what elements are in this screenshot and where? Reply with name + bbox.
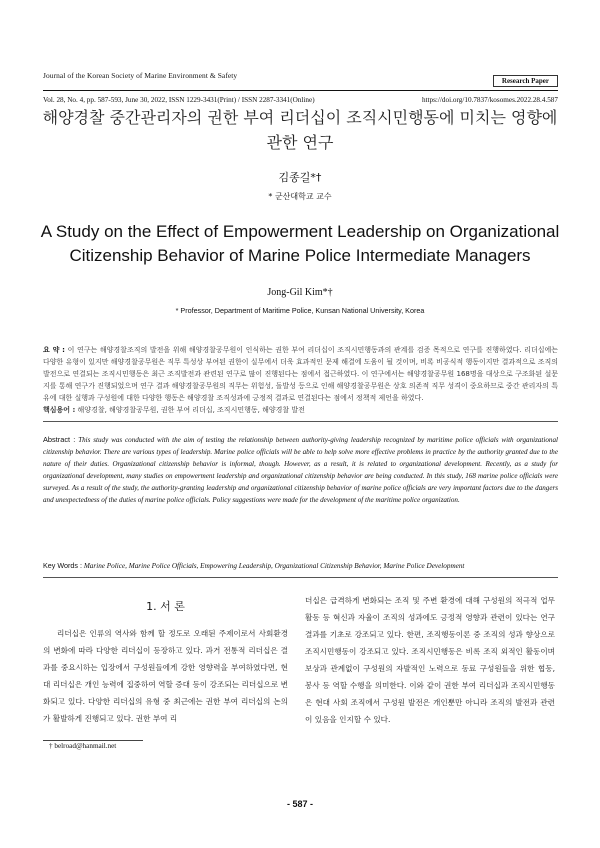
english-abstract [43,434,558,506]
english-affiliation: * Professor, Department of Maritime Police, Kunsan National University, Korea [175,306,425,315]
volume-info: Vol. 28, No. 4, pp. 587-593, June 30, 2022, ISSN 1229-3431(Print) / ISSN 2287-3341(Online) [43,96,315,104]
korean-author: 김종길*† [278,171,322,184]
english-abstract-label: Abstract : [43,435,76,444]
korean-abstract-text: 이 연구는 해양경찰조직의 발전을 위해 해양경찰공무원이 인식하는 권한 부여 리더십이 조직시민행동과의 관계를 검증 목적으로 연구를 진행하였다. 리더십에는 다양한 유형이 있지만 해양경찰공무원은 직무 특성상 부여된 권한이 실무에서 더욱 효과적인 문제 해결에 도움이 될 것이며, 비록 비공식적 행동이지만 결과적으로 조직의 발전으로 연결되는 조직시민행동은 최근 조직발전과 관련된 연구로 많이 진행된다는 점에서 접근하였다. 이 연구에서는 해양경찰공무원 168명을 대상으로 구조화된 설문지를 통해 연구가 진행되었으며 연구 결과 해양경찰공무원의 직무는 위험성, 돌발성 등으로 인해 해양경찰공무원은 상호 의존적 직무 성격이 중요하므로 중간 관리자의 특유에 대한 실행과 구성원에 대한 다양한 행동은 해양경찰 조직성과에 긍정적 결과로 연결된다는 점에서 정책적 제언을 하였다. [43,346,558,402]
keywords-divider [43,577,558,578]
korean-abstract-label: 요 약 : [43,346,65,354]
article-type-badge: Research Paper [493,75,558,87]
english-title: A Study on the Effect of Empowerment Leadership on Organizational Citizenship Behavior of Marine Police Intermediate Managers [40,222,560,265]
korean-abstract [43,345,558,405]
korean-keywords-label: 핵심용어 : [43,406,76,414]
footnote-email: † belroad@hanmail.net [49,742,117,750]
korean-affiliation: * 군산대학교 교수 [268,192,332,201]
abstract-divider [43,421,558,422]
section-title: 1. 서 론 [146,600,185,613]
english-keywords-label: Key Words : [43,561,83,570]
body-column-right: 더십은 급격하게 변화되는 조직 및 주변 환경에 대해 구성원의 적극적 업무 활동 등 혁신과 자율이 조직의 성과에도 긍정적 영향과 관련이 있다는 연구 결과를 기초로 강조되고 있다. 한편, 조직행동이론 중 조직의 성과 향상으로 조직시민행동이 강조되고 있다. 조직시민행동은 비록 조직 외적인 활동이며 보상과 관계없이 구성원의 자발적인 노력으로 동료 구성원들을 위한 협동, 봉사 등 역할 수행을 의미한다. 이와 같이 권한 부여 리더십과 조직시민행동은 현대 사회 조직에서 구성원 발전은 개인뿐만 아니라 조직의 발전과 관련이 있음을 인지할 수 있다. [305,596,555,724]
english-keywords [43,561,464,570]
korean-keywords [43,405,305,415]
page-number: - 587 - [286,799,313,809]
footnote-rule [43,740,143,741]
english-author: Jong-Gil Kim*† [267,287,333,298]
english-abstract-text: This study was conducted with the aim of testing the relationship between authority-giving leadership recognized by maritime police officials with organizational citizenship behavior. There are various types of leadership. Marine police officials will be able to help solve more effective problems in practice by the authority granted due to the nature of their duties. Organizational citizenship behavior is informal, though. However, as a result, it is related to organizational development. Recently, as a study for organizational development, many studies on empowerment leadership and organizational citizenship behavior are being conducted. In this study, 168 marine police officials were surveyed. As a result of the study, the authority-granting leadership and organizational citizenship behavior of marine police officials are very important factors due to the dangers and unexpectedness of the duties of marine police officials. Policy suggestions were made for the development of the maritime police organization. [43,436,558,504]
journal-name: Journal of the Korean Society of Marine Environment & Safety [43,71,238,80]
doi-link[interactable]: https://doi.org/10.7837/kosomes.2022.28.4.587 [421,96,558,104]
header-rule [43,90,558,91]
korean-keywords-text: 해양경찰, 해양경찰공무원, 권한 부여 리더십, 조직시민행동, 해양경찰 발전 [77,406,305,414]
body-column-left: 리더십은 인류의 역사와 함께 할 정도로 오래된 주제이로서 사회환경의 변화에 따라 다양한 리더십이 등장하고 있다. 과거 전통적 리더십은 결과를 중요시하는 입장에서 구성원들에게 강한 영향력을 부여하였다면, 현대 리더십은 개인 능력에 집중하여 역할 증대 등이 강조되는 리더십으로 변화되고 있다. 다양한 리더십의 유형 중 최근에는 권한 부여 리더십의 논의가 활발하게 진행되고 있다. 권한 부여 리 [43,629,288,723]
english-keywords-text: Marine Police, Marine Police Officials, Empowering Leadership, Organizational Citizenship Behavior, Marine Police Development [83,562,465,570]
korean-title: 해양경찰 중간관리자의 권한 부여 리더십이 조직시민행동에 미치는 영향에 관한 연구 [42,108,558,152]
